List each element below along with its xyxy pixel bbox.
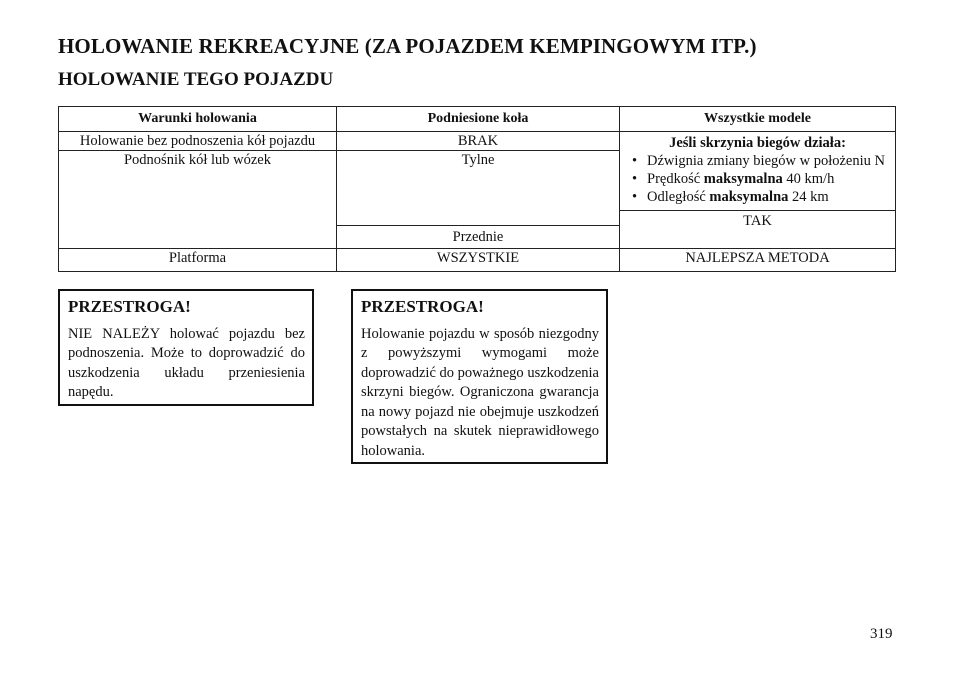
warning-title: PRZESTROGA! [68, 297, 191, 316]
warning-title: PRZESTROGA! [361, 297, 484, 316]
warning-text [68, 325, 305, 403]
warning-lead: NIE NALEŻY [68, 325, 160, 342]
section-subheading: HOLOWANIE TEGO POJAZDU [58, 69, 334, 90]
warning-text: Holowanie pojazdu w sposób niezgodny z powyższymi wymogami może doprowadzić do poważnego uszkodzenia skrzyni biegów. Ograniczona gwarancja na nowy pojazd nie obejmuje uszkodzeń powstałych na skutek nieprawidłowego holowania. [361, 325, 599, 459]
conditions-list [624, 152, 891, 206]
page-number: 319 [870, 626, 893, 642]
list-item: • Prędkość maksymalna 40 km/h [632, 170, 891, 188]
table-cell-models-value: TAK [620, 210, 895, 232]
table-row [59, 132, 896, 151]
column-header-raised-wheels: Podniesione koła [337, 107, 620, 132]
table-cell-wheels: Przednie [337, 226, 620, 249]
table-cell-condition: Holowanie bez podnoszenia kół pojazdu [59, 132, 337, 151]
towing-table [58, 106, 896, 272]
conditions-title: Jeśli skrzynia biegów działa: [669, 135, 846, 151]
table-cell-wheels: Tylne [337, 151, 620, 226]
table-row [59, 249, 896, 272]
page-heading: HOLOWANIE REKREACYJNE (ZA POJAZDEM KEMPINGOWYM ITP.) [58, 34, 757, 58]
table-cell-wheels: WSZYSTKIE [337, 249, 620, 272]
column-header-conditions: Warunki holowania [59, 107, 337, 132]
table-cell-models-conditions [620, 132, 896, 249]
table-cell-condition: Podnośnik kół lub wózek [59, 151, 337, 249]
table-cell-wheels: BRAK [337, 132, 620, 151]
warning-body: holować pojazdu bez podnoszenia. Może to doprowadzić do uszkodzenia układu przeniesienia napędu. [68, 325, 305, 400]
list-item: • Odległość maksymalna 24 km [632, 188, 891, 206]
warning-box-2 [351, 289, 608, 464]
table-cell-condition: Platforma [59, 249, 337, 272]
column-header-all-models: Wszystkie modele [620, 107, 896, 132]
table-header-row [59, 107, 896, 132]
warning-box-1 [58, 289, 314, 406]
table-cell-models: NAJLEPSZA METODA [620, 249, 896, 272]
list-item: • Dźwignia zmiany biegów w położeniu N [632, 152, 891, 170]
